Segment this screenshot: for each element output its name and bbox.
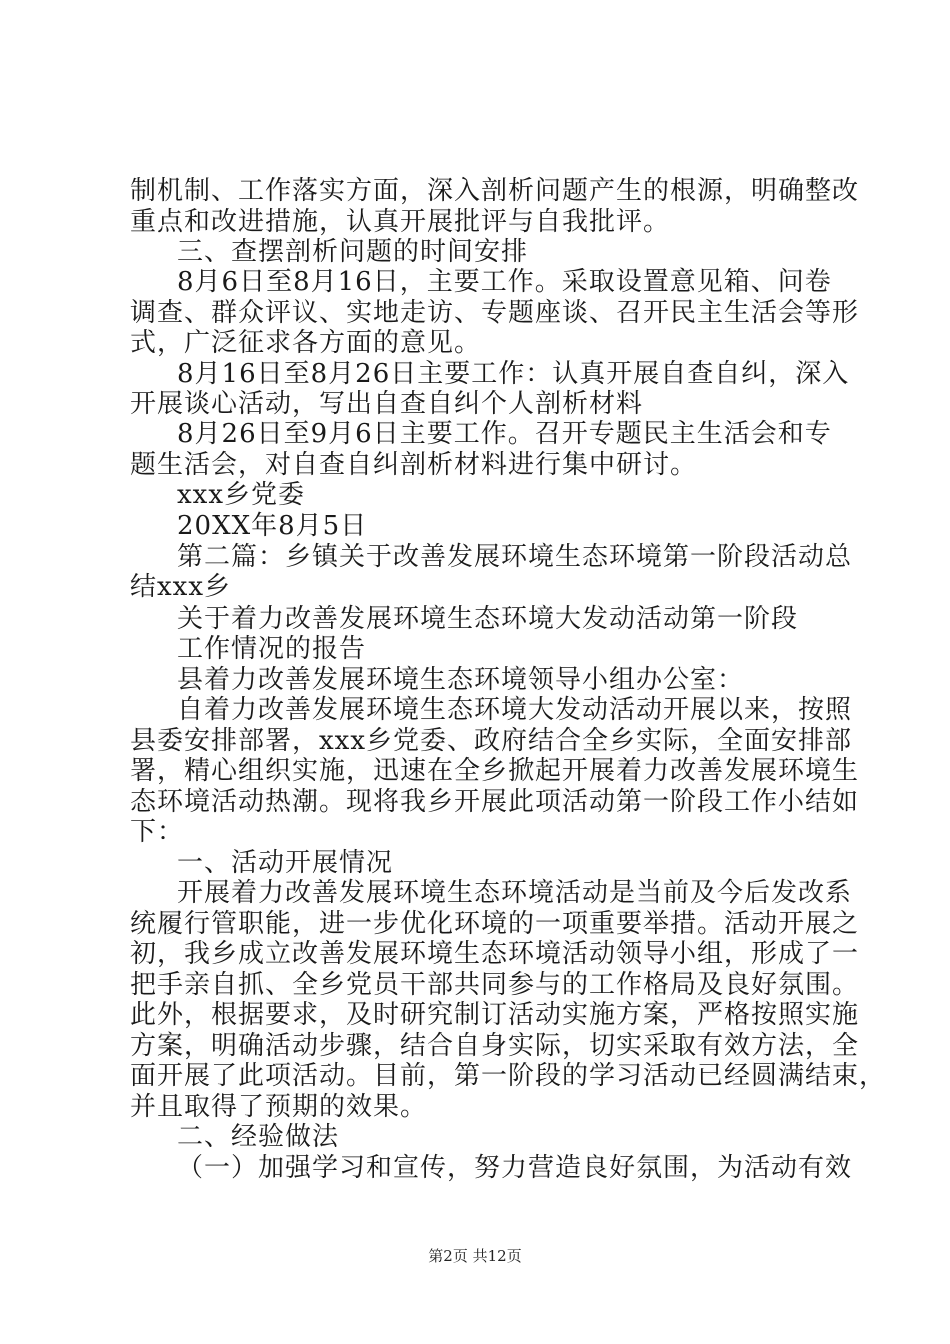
report-title: 关于着力改善发展环境生态环境大发动活动第一阶段: [177, 604, 799, 634]
text-line: 式，广泛征求各方面的意见。: [130, 328, 482, 358]
text-line: 面开展了此项活动。目前，第一阶段的学习活动已经圆满结束，: [130, 1061, 887, 1091]
chapter-title-cont: 结xxx乡: [130, 572, 231, 602]
text-line: 此外，根据要求，及时研究制订活动实施方案，严格按照实施: [130, 1000, 860, 1030]
text-line: 8月6日至8月16日，主要工作。采取设置意见箱、问卷: [177, 267, 832, 297]
text-line: 并且取得了预期的效果。: [130, 1092, 428, 1122]
subsection-heading: （一）加强学习和宣传，努力营造良好氛围，为活动有效: [177, 1153, 853, 1183]
text-line: 县委安排部署，xxx乡党委、政府结合全乡实际，全面安排部: [130, 726, 852, 756]
text-line: 把手亲自抓、全乡党员干部共同参与的工作格局及良好氛围。: [130, 970, 860, 1000]
text-line: 调查、群众评议、实地走访、专题座谈、召开民主生活会等形: [130, 298, 860, 328]
section-heading: 三、查摆剖析问题的时间安排: [177, 237, 529, 267]
signature-date: 20XX年8月5日: [177, 511, 368, 541]
section-heading: 二、经验做法: [177, 1122, 340, 1152]
report-title-cont: 工作情况的报告: [177, 634, 367, 664]
text-line: 统履行管职能，进一步优化环境的一项重要举措。活动开展之: [130, 909, 860, 939]
text-line: 8月26日至9月6日主要工作。召开专题民主生活会和专: [177, 419, 832, 449]
text-line: 自着力改善发展环境生态环境大发动活动开展以来，按照: [177, 695, 853, 725]
text-line: 重点和改进措施，认真开展批评与自我批评。: [130, 207, 671, 237]
text-line: 开展谈心活动，写出自查自纠个人剖析材料: [130, 389, 644, 419]
page-footer: 第2页 共12页: [428, 1247, 522, 1265]
text-line: 下：: [130, 817, 185, 847]
signature-org: xxx乡党委: [177, 480, 305, 510]
text-line: 态环境活动热潮。现将我乡开展此项活动第一阶段工作小结如: [130, 787, 860, 817]
text-line: 初，我乡成立改善发展环境生态环境活动领导小组，形成了一: [130, 939, 860, 969]
text-line: 开展着力改善发展环境生态环境活动是当前及今后发改系: [177, 878, 853, 908]
section-heading: 一、活动开展情况: [177, 848, 394, 878]
text-line: 8月16日至8月26日主要工作：认真开展自查自纠，深入: [177, 359, 850, 389]
text-line: 制机制、工作落实方面，深入剖析问题产生的根源，明确整改: [130, 176, 860, 206]
text-line: 方案，明确活动步骤，结合自身实际，切实采取有效方法，全: [130, 1031, 860, 1061]
salutation: 县着力改善发展环境生态环境领导小组办公室：: [177, 665, 745, 695]
text-line: 署，精心组织实施，迅速在全乡掀起开展着力改善发展环境生: [130, 756, 860, 786]
chapter-title: 第二篇：乡镇关于改善发展环境生态环境第一阶段活动总: [177, 542, 853, 572]
text-line: 题生活会，对自查自纠剖析材料进行集中研讨。: [130, 450, 698, 480]
